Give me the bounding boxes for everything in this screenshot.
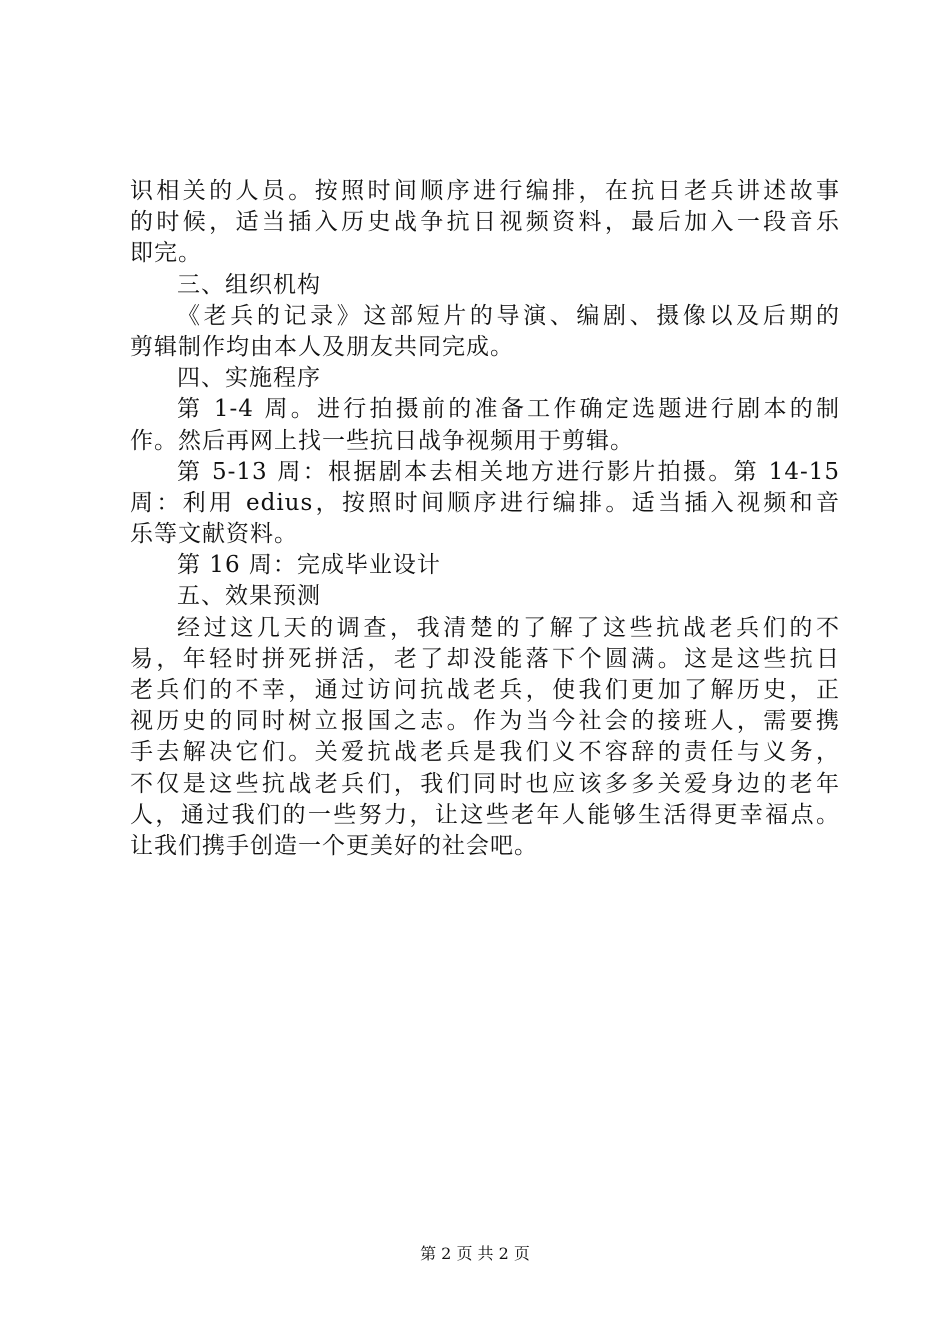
text-line: 剪辑制作均由本人及朋友共同完成。 xyxy=(130,333,514,360)
text-line: 人，通过我们的一些努力，让这些老年人能够生活得更幸福点。 xyxy=(130,801,840,828)
text-line: 即完。 xyxy=(130,240,202,267)
text-line: 《老兵的记录》这部短片的导演、编剧、摄像以及后期的 xyxy=(177,302,840,329)
page-footer: 第 2 页 共 2 页 xyxy=(420,1244,530,1263)
section-heading-effect: 五、效果预测 xyxy=(177,583,321,610)
text-line: 第 16 周：完成毕业设计 xyxy=(177,552,441,579)
text-line: 让我们携手创造一个更美好的社会吧。 xyxy=(130,832,538,859)
text-line: 不仅是这些抗战老兵们，我们同时也应该多多关爱身边的老年 xyxy=(130,770,840,797)
text-line: 经过这几天的调查，我清楚的了解了这些抗战老兵们的不 xyxy=(177,614,840,641)
text-line: 识相关的人员。按照时间顺序进行编排，在抗日老兵讲述故事 xyxy=(130,178,840,204)
text-line: 视历史的同时树立报国之志。作为当今社会的接班人，需要携 xyxy=(130,708,840,735)
text-line: 的时候，适当插入历史战争抗日视频资料，最后加入一段音乐 xyxy=(130,209,840,236)
text-line: 周：利用 edius，按照时间顺序进行编排。适当插入视频和音 xyxy=(130,489,840,516)
text-line: 手去解决它们。关爱抗战老兵是我们义不容辞的责任与义务， xyxy=(130,739,840,766)
section-heading-organization: 三、组织机构 xyxy=(177,271,321,298)
text-line: 老兵们的不幸，通过访问抗战老兵，使我们更加了解历史，正 xyxy=(130,677,840,703)
text-line: 乐等文献资料。 xyxy=(130,521,298,548)
section-heading-procedure: 四、实施程序 xyxy=(177,365,321,392)
text-line: 作。然后再网上找一些抗日战争视频用于剪辑。 xyxy=(130,427,634,454)
text-line: 第 5-13 周：根据剧本去相关地方进行影片拍摄。第 14-15 xyxy=(177,458,840,485)
text-line: 第 1-4 周。进行拍摄前的准备工作确定选题进行剧本的制 xyxy=(177,396,840,423)
document-body xyxy=(130,176,840,862)
text-line: 易，年轻时拼死拼活，老了却没能落下个圆满。这是这些抗日 xyxy=(130,645,840,672)
